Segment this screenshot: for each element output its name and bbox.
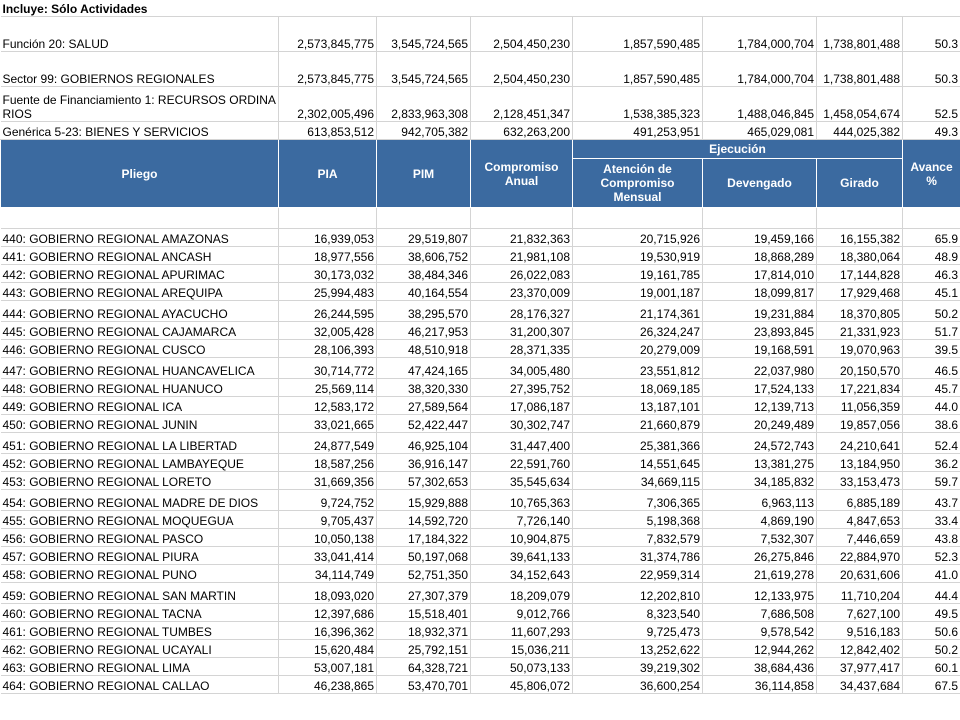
- cell-pia: 16,939,053: [279, 229, 377, 247]
- cell-atencion: 25,381,366: [573, 433, 703, 454]
- cell-atencion: 7,832,579: [573, 529, 703, 547]
- cell-girado: 37,977,417: [817, 658, 903, 676]
- table-row: [1, 547, 960, 565]
- cell-atencion: 23,551,812: [573, 358, 703, 379]
- cell-pim: 40,164,554: [377, 283, 471, 301]
- cell-atencion: 9,725,473: [573, 622, 703, 640]
- cell-pim: 15,929,888: [377, 490, 471, 511]
- table-row: [1, 454, 960, 472]
- cell-avance: 50.2: [903, 301, 960, 322]
- cell-girado: 11,056,359: [817, 397, 903, 415]
- cell-atencion: 5,198,368: [573, 511, 703, 529]
- cell-avance: 43.7: [903, 490, 960, 511]
- cell-pia: 53,007,181: [279, 658, 377, 676]
- cell-girado: 13,184,950: [817, 454, 903, 472]
- cell-atencion: 13,252,622: [573, 640, 703, 658]
- cell-pim: 29,519,807: [377, 229, 471, 247]
- table-row: [1, 247, 960, 265]
- cell-pim: 38,320,330: [377, 379, 471, 397]
- cell-devengado: 18,868,289: [703, 247, 817, 265]
- cell-atencion: 19,001,187: [573, 283, 703, 301]
- summary-pim: 3,545,724,565: [377, 52, 471, 87]
- summary-atencion: 1,857,590,485: [573, 17, 703, 52]
- cell-avance: 46.5: [903, 358, 960, 379]
- table-row: [1, 529, 960, 547]
- cell-devengado: 12,133,975: [703, 583, 817, 604]
- cell-atencion: 19,530,919: [573, 247, 703, 265]
- cell-devengado: 19,168,591: [703, 340, 817, 358]
- cell-pia: 12,397,686: [279, 604, 377, 622]
- cell-girado: 34,437,684: [817, 676, 903, 694]
- cell-pim: 48,510,918: [377, 340, 471, 358]
- cell-compromiso: 31,200,307: [471, 322, 573, 340]
- cell-atencion: 8,323,540: [573, 604, 703, 622]
- cell-pliego: 446: GOBIERNO REGIONAL CUSCO: [1, 340, 279, 358]
- cell-compromiso: 21,981,108: [471, 247, 573, 265]
- summary-atencion: 491,253,951: [573, 122, 703, 140]
- cell-pim: 38,484,346: [377, 265, 471, 283]
- cell-compromiso: 9,012,766: [471, 604, 573, 622]
- summary-pia: 2,302,005,496: [279, 87, 377, 122]
- cell-girado: 21,331,923: [817, 322, 903, 340]
- cell-avance: 52.3: [903, 547, 960, 565]
- summary-atencion: 1,538,385,323: [573, 87, 703, 122]
- table-row: [1, 640, 960, 658]
- cell-pia: 16,396,362: [279, 622, 377, 640]
- cell-pia: 18,587,256: [279, 454, 377, 472]
- header-pim: PIM: [377, 140, 471, 208]
- summary-avance: 50.3: [903, 52, 960, 87]
- table-row: [1, 301, 960, 322]
- cell-atencion: 19,161,785: [573, 265, 703, 283]
- cell-pim: 57,302,653: [377, 472, 471, 490]
- summary-pia: 2,573,845,775: [279, 52, 377, 87]
- cell-pim: 36,916,147: [377, 454, 471, 472]
- cell-pia: 30,173,032: [279, 265, 377, 283]
- cell-pim: 46,217,953: [377, 322, 471, 340]
- summary-pim: 942,705,382: [377, 122, 471, 140]
- cell-pim: 46,925,104: [377, 433, 471, 454]
- cell-avance: 39.5: [903, 340, 960, 358]
- cell-girado: 17,221,834: [817, 379, 903, 397]
- table-row: [1, 565, 960, 583]
- summary-devengado: 465,029,081: [703, 122, 817, 140]
- cell-compromiso: 30,302,747: [471, 415, 573, 433]
- cell-atencion: 26,324,247: [573, 322, 703, 340]
- header-pliego: Pliego: [1, 140, 279, 208]
- cell-pliego: 462: GOBIERNO REGIONAL UCAYALI: [1, 640, 279, 658]
- table-row: [1, 676, 960, 694]
- cell-avance: 44.0: [903, 397, 960, 415]
- cell-girado: 22,884,970: [817, 547, 903, 565]
- cell-compromiso: 11,607,293: [471, 622, 573, 640]
- cell-pliego: 457: GOBIERNO REGIONAL PIURA: [1, 547, 279, 565]
- cell-atencion: 34,669,115: [573, 472, 703, 490]
- cell-compromiso: 15,036,211: [471, 640, 573, 658]
- header-devengado: Devengado: [703, 159, 817, 208]
- summary-devengado: 1,784,000,704: [703, 17, 817, 52]
- cell-girado: 19,857,056: [817, 415, 903, 433]
- cell-girado: 20,150,570: [817, 358, 903, 379]
- cell-devengado: 20,249,489: [703, 415, 817, 433]
- cell-avance: 45.1: [903, 283, 960, 301]
- cell-avance: 45.7: [903, 379, 960, 397]
- summary-compromiso: 632,263,200: [471, 122, 573, 140]
- cell-compromiso: 35,545,634: [471, 472, 573, 490]
- cell-girado: 7,627,100: [817, 604, 903, 622]
- cell-girado: 17,929,468: [817, 283, 903, 301]
- table-row: [1, 397, 960, 415]
- cell-pliego: 449: GOBIERNO REGIONAL ICA: [1, 397, 279, 415]
- cell-pliego: 451: GOBIERNO REGIONAL LA LIBERTAD: [1, 433, 279, 454]
- cell-devengado: 19,459,166: [703, 229, 817, 247]
- cell-avance: 48.9: [903, 247, 960, 265]
- cell-pia: 18,977,556: [279, 247, 377, 265]
- cell-pim: 38,606,752: [377, 247, 471, 265]
- cell-pia: 32,005,428: [279, 322, 377, 340]
- cell-pliego: 440: GOBIERNO REGIONAL AMAZONAS: [1, 229, 279, 247]
- cell-girado: 17,144,828: [817, 265, 903, 283]
- cell-compromiso: 34,152,643: [471, 565, 573, 583]
- cell-devengado: 18,099,817: [703, 283, 817, 301]
- cell-pia: 28,106,393: [279, 340, 377, 358]
- summary-compromiso: 2,504,450,230: [471, 17, 573, 52]
- cell-compromiso: 18,209,079: [471, 583, 573, 604]
- cell-pia: 12,583,172: [279, 397, 377, 415]
- table-row: [1, 511, 960, 529]
- summary-row-fuente: [1, 87, 960, 122]
- summary-row-generica: [1, 122, 960, 140]
- cell-compromiso: 27,395,752: [471, 379, 573, 397]
- cell-devengado: 12,944,262: [703, 640, 817, 658]
- cell-avance: 59.7: [903, 472, 960, 490]
- table-row: [1, 622, 960, 640]
- cell-devengado: 22,037,980: [703, 358, 817, 379]
- cell-atencion: 14,551,645: [573, 454, 703, 472]
- table-row: [1, 379, 960, 397]
- cell-pim: 27,589,564: [377, 397, 471, 415]
- cell-devengado: 13,381,275: [703, 454, 817, 472]
- cell-compromiso: 45,806,072: [471, 676, 573, 694]
- cell-pim: 52,422,447: [377, 415, 471, 433]
- header-atencion: Atención de Compromiso Mensual: [573, 159, 703, 208]
- cell-pim: 53,470,701: [377, 676, 471, 694]
- header-pia: PIA: [279, 140, 377, 208]
- cell-pim: 27,307,379: [377, 583, 471, 604]
- cell-pim: 38,295,570: [377, 301, 471, 322]
- table-row: [1, 322, 960, 340]
- summary-avance: 52.5: [903, 87, 960, 122]
- cell-pia: 9,705,437: [279, 511, 377, 529]
- cell-devengado: 6,963,113: [703, 490, 817, 511]
- spacer-row: [1, 208, 960, 229]
- cell-pim: 15,518,401: [377, 604, 471, 622]
- cell-devengado: 7,532,307: [703, 529, 817, 547]
- cell-avance: 38.6: [903, 415, 960, 433]
- summary-compromiso: 2,128,451,347: [471, 87, 573, 122]
- table-row: [1, 415, 960, 433]
- summary-devengado: 1,784,000,704: [703, 52, 817, 87]
- cell-pliego: 454: GOBIERNO REGIONAL MADRE DE DIOS: [1, 490, 279, 511]
- cell-devengado: 12,139,713: [703, 397, 817, 415]
- table-row: [1, 340, 960, 358]
- cell-compromiso: 23,370,009: [471, 283, 573, 301]
- cell-pia: 24,877,549: [279, 433, 377, 454]
- cell-pim: 25,792,151: [377, 640, 471, 658]
- cell-atencion: 36,600,254: [573, 676, 703, 694]
- cell-pia: 9,724,752: [279, 490, 377, 511]
- cell-compromiso: 28,371,335: [471, 340, 573, 358]
- cell-atencion: 21,660,879: [573, 415, 703, 433]
- cell-pliego: 443: GOBIERNO REGIONAL AREQUIPA: [1, 283, 279, 301]
- cell-pia: 10,050,138: [279, 529, 377, 547]
- cell-girado: 4,847,653: [817, 511, 903, 529]
- summary-label: Fuente de Financiamiento 1: RECURSOS ORDINARIOS: [1, 87, 279, 122]
- summary-pim: 2,833,963,308: [377, 87, 471, 122]
- cell-pia: 34,114,749: [279, 565, 377, 583]
- summary-label: Sector 99: GOBIERNOS REGIONALES: [1, 52, 279, 87]
- cell-avance: 33.4: [903, 511, 960, 529]
- cell-devengado: 24,572,743: [703, 433, 817, 454]
- cell-devengado: 26,275,846: [703, 547, 817, 565]
- cell-compromiso: 17,086,187: [471, 397, 573, 415]
- cell-devengado: 9,578,542: [703, 622, 817, 640]
- cell-pliego: 445: GOBIERNO REGIONAL CAJAMARCA: [1, 322, 279, 340]
- cell-atencion: 22,959,314: [573, 565, 703, 583]
- summary-pia: 2,573,845,775: [279, 17, 377, 52]
- cell-girado: 6,885,189: [817, 490, 903, 511]
- table-row: [1, 604, 960, 622]
- summary-label: Función 20: SALUD: [1, 17, 279, 52]
- cell-pliego: 461: GOBIERNO REGIONAL TUMBES: [1, 622, 279, 640]
- cell-devengado: 38,684,436: [703, 658, 817, 676]
- cell-pim: 14,592,720: [377, 511, 471, 529]
- cell-compromiso: 39,641,133: [471, 547, 573, 565]
- cell-atencion: 21,174,361: [573, 301, 703, 322]
- table-row: [1, 583, 960, 604]
- cell-pliego: 458: GOBIERNO REGIONAL PUNO: [1, 565, 279, 583]
- cell-compromiso: 22,591,760: [471, 454, 573, 472]
- cell-pia: 25,569,114: [279, 379, 377, 397]
- cell-avance: 43.8: [903, 529, 960, 547]
- cell-pliego: 455: GOBIERNO REGIONAL MOQUEGUA: [1, 511, 279, 529]
- cell-pia: 25,994,483: [279, 283, 377, 301]
- cell-pim: 18,932,371: [377, 622, 471, 640]
- cell-atencion: 20,279,009: [573, 340, 703, 358]
- cell-pliego: 456: GOBIERNO REGIONAL PASCO: [1, 529, 279, 547]
- cell-devengado: 21,619,278: [703, 565, 817, 583]
- cell-pim: 50,197,068: [377, 547, 471, 565]
- cell-atencion: 31,374,786: [573, 547, 703, 565]
- header-girado: Girado: [817, 159, 903, 208]
- cell-girado: 33,153,473: [817, 472, 903, 490]
- table-row: [1, 283, 960, 301]
- cell-devengado: 7,686,508: [703, 604, 817, 622]
- cell-pliego: 444: GOBIERNO REGIONAL AYACUCHO: [1, 301, 279, 322]
- cell-girado: 11,710,204: [817, 583, 903, 604]
- cell-pliego: 442: GOBIERNO REGIONAL APURIMAC: [1, 265, 279, 283]
- cell-devengado: 34,185,832: [703, 472, 817, 490]
- cell-compromiso: 10,765,363: [471, 490, 573, 511]
- cell-pliego: 460: GOBIERNO REGIONAL TACNA: [1, 604, 279, 622]
- table-row: [1, 472, 960, 490]
- cell-atencion: 7,306,365: [573, 490, 703, 511]
- cell-compromiso: 34,005,480: [471, 358, 573, 379]
- cell-girado: 16,155,382: [817, 229, 903, 247]
- summary-pia: 613,853,512: [279, 122, 377, 140]
- cell-girado: 20,631,606: [817, 565, 903, 583]
- cell-avance: 60.1: [903, 658, 960, 676]
- cell-girado: 18,370,805: [817, 301, 903, 322]
- summary-compromiso: 2,504,450,230: [471, 52, 573, 87]
- summary-row-funcion: [1, 17, 960, 52]
- cell-compromiso: 50,073,133: [471, 658, 573, 676]
- cell-pliego: 459: GOBIERNO REGIONAL SAN MARTIN: [1, 583, 279, 604]
- header-compromiso: Compromiso Anual: [471, 140, 573, 208]
- cell-atencion: 39,219,302: [573, 658, 703, 676]
- table-row: [1, 433, 960, 454]
- table-row: [1, 490, 960, 511]
- summary-atencion: 1,857,590,485: [573, 52, 703, 87]
- cell-avance: 50.6: [903, 622, 960, 640]
- cell-avance: 52.4: [903, 433, 960, 454]
- table-row: [1, 229, 960, 247]
- summary-avance: 50.3: [903, 17, 960, 52]
- cell-avance: 36.2: [903, 454, 960, 472]
- cell-devengado: 36,114,858: [703, 676, 817, 694]
- cell-girado: 24,210,641: [817, 433, 903, 454]
- table-row: [1, 358, 960, 379]
- cell-avance: 49.5: [903, 604, 960, 622]
- cell-pliego: 463: GOBIERNO REGIONAL LIMA: [1, 658, 279, 676]
- cell-compromiso: 21,832,363: [471, 229, 573, 247]
- summary-label: Genérica 5-23: BIENES Y SERVICIOS: [1, 122, 279, 140]
- cell-devengado: 19,231,884: [703, 301, 817, 322]
- cell-pliego: 448: GOBIERNO REGIONAL HUANUCO: [1, 379, 279, 397]
- cell-avance: 44.4: [903, 583, 960, 604]
- cell-compromiso: 10,904,875: [471, 529, 573, 547]
- includes-label: Incluye: Sólo Actividades: [1, 0, 960, 17]
- cell-pliego: 452: GOBIERNO REGIONAL LAMBAYEQUE: [1, 454, 279, 472]
- cell-compromiso: 7,726,140: [471, 511, 573, 529]
- cell-avance: 46.3: [903, 265, 960, 283]
- cell-atencion: 13,187,101: [573, 397, 703, 415]
- cell-pia: 46,238,865: [279, 676, 377, 694]
- header-avance: Avance %: [903, 140, 960, 208]
- summary-girado: 1,458,054,674: [817, 87, 903, 122]
- cell-pliego: 447: GOBIERNO REGIONAL HUANCAVELICA: [1, 358, 279, 379]
- cell-avance: 41.0: [903, 565, 960, 583]
- header-row-top: [1, 140, 960, 159]
- cell-pliego: 441: GOBIERNO REGIONAL ANCASH: [1, 247, 279, 265]
- cell-pim: 64,328,721: [377, 658, 471, 676]
- cell-girado: 19,070,963: [817, 340, 903, 358]
- cell-avance: 67.5: [903, 676, 960, 694]
- cell-pia: 30,714,772: [279, 358, 377, 379]
- pliego-rows: [1, 229, 960, 694]
- cell-pim: 52,751,350: [377, 565, 471, 583]
- cell-compromiso: 28,176,327: [471, 301, 573, 322]
- summary-devengado: 1,488,046,845: [703, 87, 817, 122]
- cell-pliego: 450: GOBIERNO REGIONAL JUNIN: [1, 415, 279, 433]
- summary-girado: 444,025,382: [817, 122, 903, 140]
- cell-avance: 50.2: [903, 640, 960, 658]
- cell-pliego: 464: GOBIERNO REGIONAL CALLAO: [1, 676, 279, 694]
- cell-pia: 33,021,665: [279, 415, 377, 433]
- cell-pia: 18,093,020: [279, 583, 377, 604]
- cell-devengado: 17,524,133: [703, 379, 817, 397]
- includes-row: [1, 0, 960, 17]
- cell-compromiso: 26,022,083: [471, 265, 573, 283]
- summary-girado: 1,738,801,488: [817, 17, 903, 52]
- cell-girado: 18,380,064: [817, 247, 903, 265]
- cell-devengado: 17,814,010: [703, 265, 817, 283]
- cell-pia: 31,669,356: [279, 472, 377, 490]
- cell-avance: 65.9: [903, 229, 960, 247]
- cell-atencion: 18,069,185: [573, 379, 703, 397]
- table-row: [1, 658, 960, 676]
- cell-devengado: 23,893,845: [703, 322, 817, 340]
- cell-atencion: 20,715,926: [573, 229, 703, 247]
- cell-pia: 15,620,484: [279, 640, 377, 658]
- cell-girado: 7,446,659: [817, 529, 903, 547]
- cell-avance: 51.7: [903, 322, 960, 340]
- table-row: [1, 265, 960, 283]
- cell-girado: 12,842,402: [817, 640, 903, 658]
- summary-avance: 49.3: [903, 122, 960, 140]
- cell-pia: 26,244,595: [279, 301, 377, 322]
- cell-pliego: 453: GOBIERNO REGIONAL LORETO: [1, 472, 279, 490]
- summary-girado: 1,738,801,488: [817, 52, 903, 87]
- cell-devengado: 4,869,190: [703, 511, 817, 529]
- cell-girado: 9,516,183: [817, 622, 903, 640]
- cell-atencion: 12,202,810: [573, 583, 703, 604]
- cell-compromiso: 31,447,400: [471, 433, 573, 454]
- summary-pim: 3,545,724,565: [377, 17, 471, 52]
- cell-pim: 17,184,322: [377, 529, 471, 547]
- header-ejecucion: Ejecución: [573, 140, 903, 159]
- cell-pim: 47,424,165: [377, 358, 471, 379]
- summary-row-sector: [1, 52, 960, 87]
- cell-pia: 33,041,414: [279, 547, 377, 565]
